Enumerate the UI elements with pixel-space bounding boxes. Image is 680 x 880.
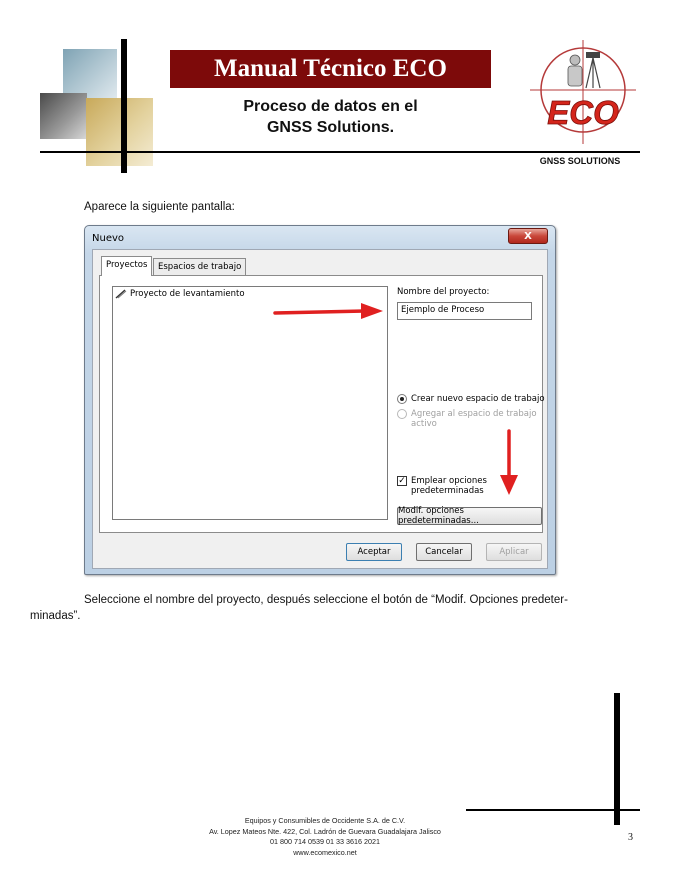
header-decor-gold-square [86,98,153,166]
eco-logo [528,38,638,152]
tab-espacios-de-trabajo[interactable]: Espacios de trabajo [153,258,246,276]
footer-address: Av. Lopez Mateos Nte. 422, Col. Ladrón de Guevara Guadalajara Jalisco [209,826,441,836]
footer-phones: 01 800 714 0539 01 33 3616 2021 [270,837,380,846]
project-name-input[interactable]: Ejemplo de Proceso [397,302,532,320]
cancel-button[interactable]: Cancelar [416,543,472,561]
option-add-workspace-label: Agregar al espacio de trabajo activo [411,409,537,429]
option-create-workspace-label: Crear nuevo espacio de trabajo [411,394,545,404]
modify-defaults-button[interactable]: Modif. opciones predeterminadas... [397,507,542,525]
checkbox-checked-icon[interactable]: ✓ [398,476,406,486]
checkbox-default-options-label: Emplear opciones predeterminadas [411,476,487,496]
project-name-label: Nombre del proyecto: [397,287,490,297]
eco-logo-text: ECO [547,94,619,131]
dialog-title: Nuevo [92,233,125,244]
manual-title: Manual Técnico ECO [214,55,447,82]
list-item[interactable] [115,289,245,299]
footer-company-info [160,816,490,858]
dialog-client-area [92,249,548,569]
arrow-down-icon [498,429,520,497]
tab-proyectos[interactable]: Proyectos [101,256,152,276]
close-icon[interactable]: X [508,228,548,244]
document-subtitle [170,96,491,138]
pencil-icon [115,289,127,299]
subtitle-line-2: GNSS Solutions. [266,119,395,136]
footer-rule [466,809,640,811]
footer-website: www.ecomexico.net [293,847,357,857]
footer-company-name: Equipos y Consumibles de Occidente S.A. de C.V. [244,816,406,825]
logo-caption: GNSS SOLUTIONS [539,156,621,166]
radio-selected-icon[interactable] [397,394,407,404]
arrow-right-icon [273,303,385,323]
apply-button: Aplicar [486,543,542,561]
page-number: 3 [628,832,633,843]
intro-paragraph: Aparece la siguiente pantalla: [84,201,235,213]
manual-title-box [170,50,491,88]
radio-disabled-icon [397,409,407,419]
footer-vertical-bar [614,693,620,825]
accept-button[interactable]: Aceptar [346,543,402,561]
subtitle-line-1: Proceso de datos en el [243,98,418,115]
surveyor-icon [568,52,600,88]
header-decor-gray-square [40,93,87,139]
nuevo-dialog-screenshot [84,225,556,575]
list-item-label: Proyecto de levantamiento [130,289,245,299]
instruction-paragraph: Seleccione el nombre del proyecto, después seleccione el botón de “Modif. Opciones predeter-minadas”. [30,594,568,622]
